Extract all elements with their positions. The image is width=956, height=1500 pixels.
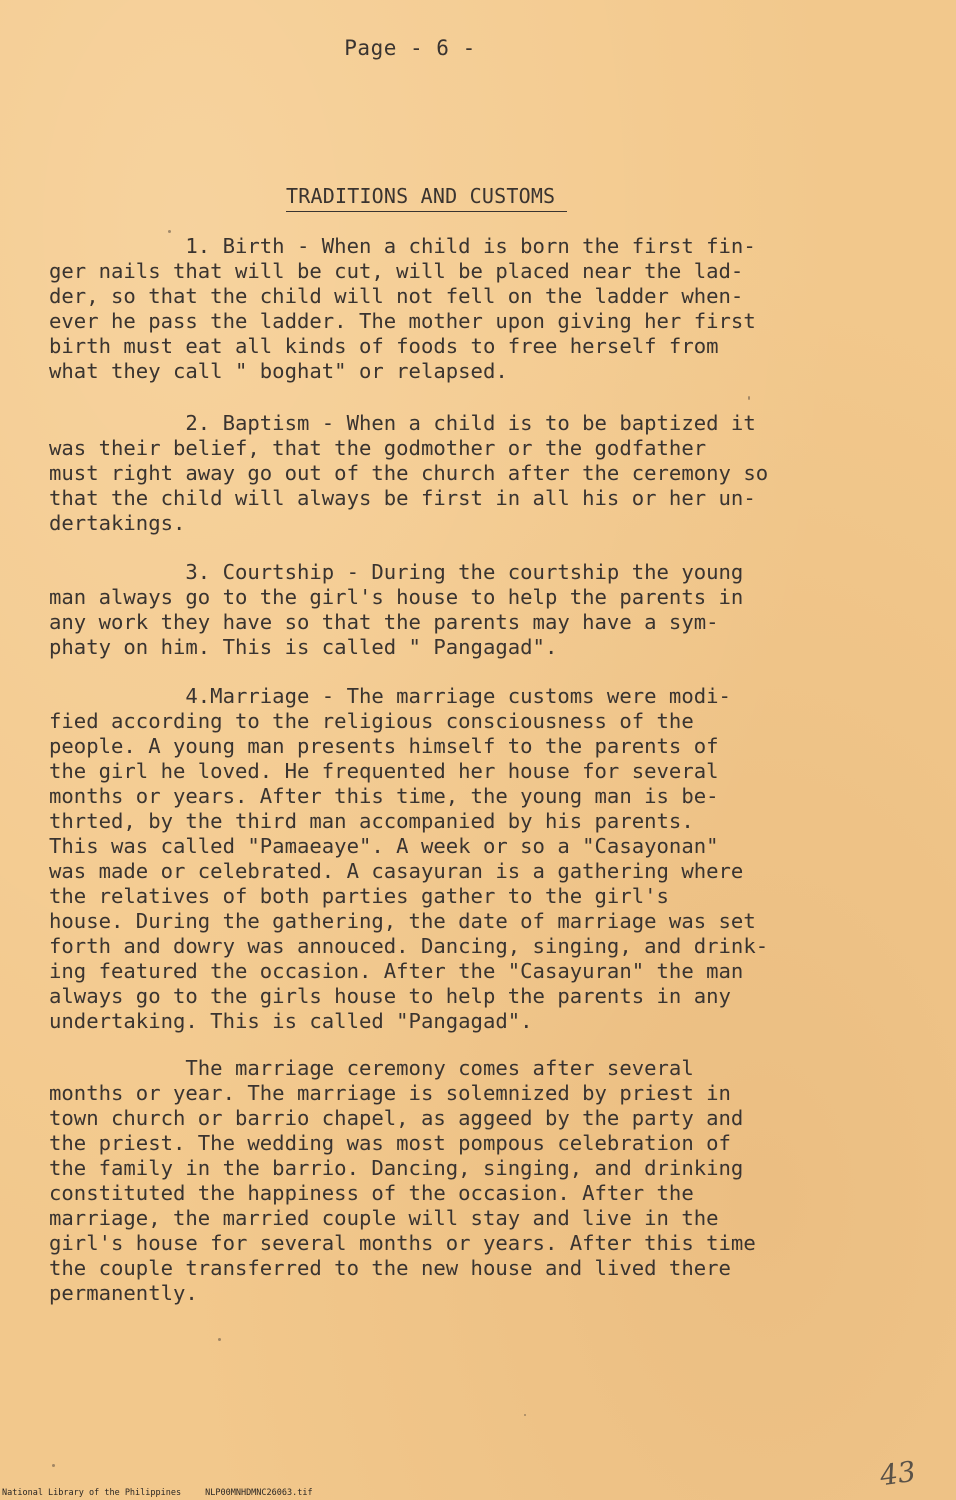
page-number: Page - 6 -	[344, 36, 476, 60]
folio-number: 43	[878, 1454, 919, 1493]
footer-library: National Library of the Philippines	[2, 1488, 182, 1498]
paragraph-courtship: 3. Courtship - During the courtship the young man always go to the girl's house to help the parents in any work they have so that the parents may have a sym- phaty on him. This is called " Pangagad".	[49, 560, 744, 659]
paper-speck	[748, 396, 750, 400]
paper-speck	[218, 1338, 221, 1341]
paper-speck	[52, 1464, 55, 1467]
paragraph-birth: 1. Birth - When a child is born the first fin- ger nails that will be cut, will be placed near the lad- der, so that the child will not fell on the ladder when- ever he pass the ladder. The mother upon giving her first birth must eat all kinds of foods to free herself from what they call " boghat" or relapsed.	[49, 234, 756, 383]
paragraph-marriage: 4.Marriage - The marriage customs were modi- fied according to the religious consciousness of the people. A young man presents himself to the parents of the girl he loved. He frequented her house for several months or years. After this time, the young man is be- thrted, by the third man accompanied by his parents. This was called "Pamaeaye". A week or so a "Casayonan" was made or celebrated. A casayuran is a gathering where the relatives of both parties gather to the girl's house. During the gathering, the date of marriage was set forth and dowry was annouced. Dancing, singing, and drink- ing featured the occasion. After the "Casayuran" the man always go to the girls house to help the parents in any undertaking. This is called "Pangagad".	[49, 684, 769, 1033]
paragraph-baptism: 2. Baptism - When a child is to be baptized it was their belief, that the godmother or the godfather must right away go out of the church after the ceremony so that the child will always be first in all his or her un- dertakings.	[49, 411, 769, 535]
footer-filename: NLP00MNHDMNC26063.tif	[205, 1488, 313, 1498]
paper-speck	[168, 230, 171, 233]
paper-speck	[524, 1414, 526, 1416]
scan-footer	[2, 1488, 313, 1498]
section-title: TRADITIONS AND CUSTOMS	[286, 184, 567, 212]
paragraph-marriage-ceremony: The marriage ceremony comes after several months or year. The marriage is solemnized by priest in town church or barrio chapel, as aggeed by the party and the priest. The wedding was most pompous celebration of the family in the barrio. Dancing, singing, and drinking constituted the happiness of the occasion. After the marriage, the married couple will stay and live in the girl's house for several months or years. After this time the couple transferred to the new house and lived there permanently.	[49, 1056, 756, 1305]
